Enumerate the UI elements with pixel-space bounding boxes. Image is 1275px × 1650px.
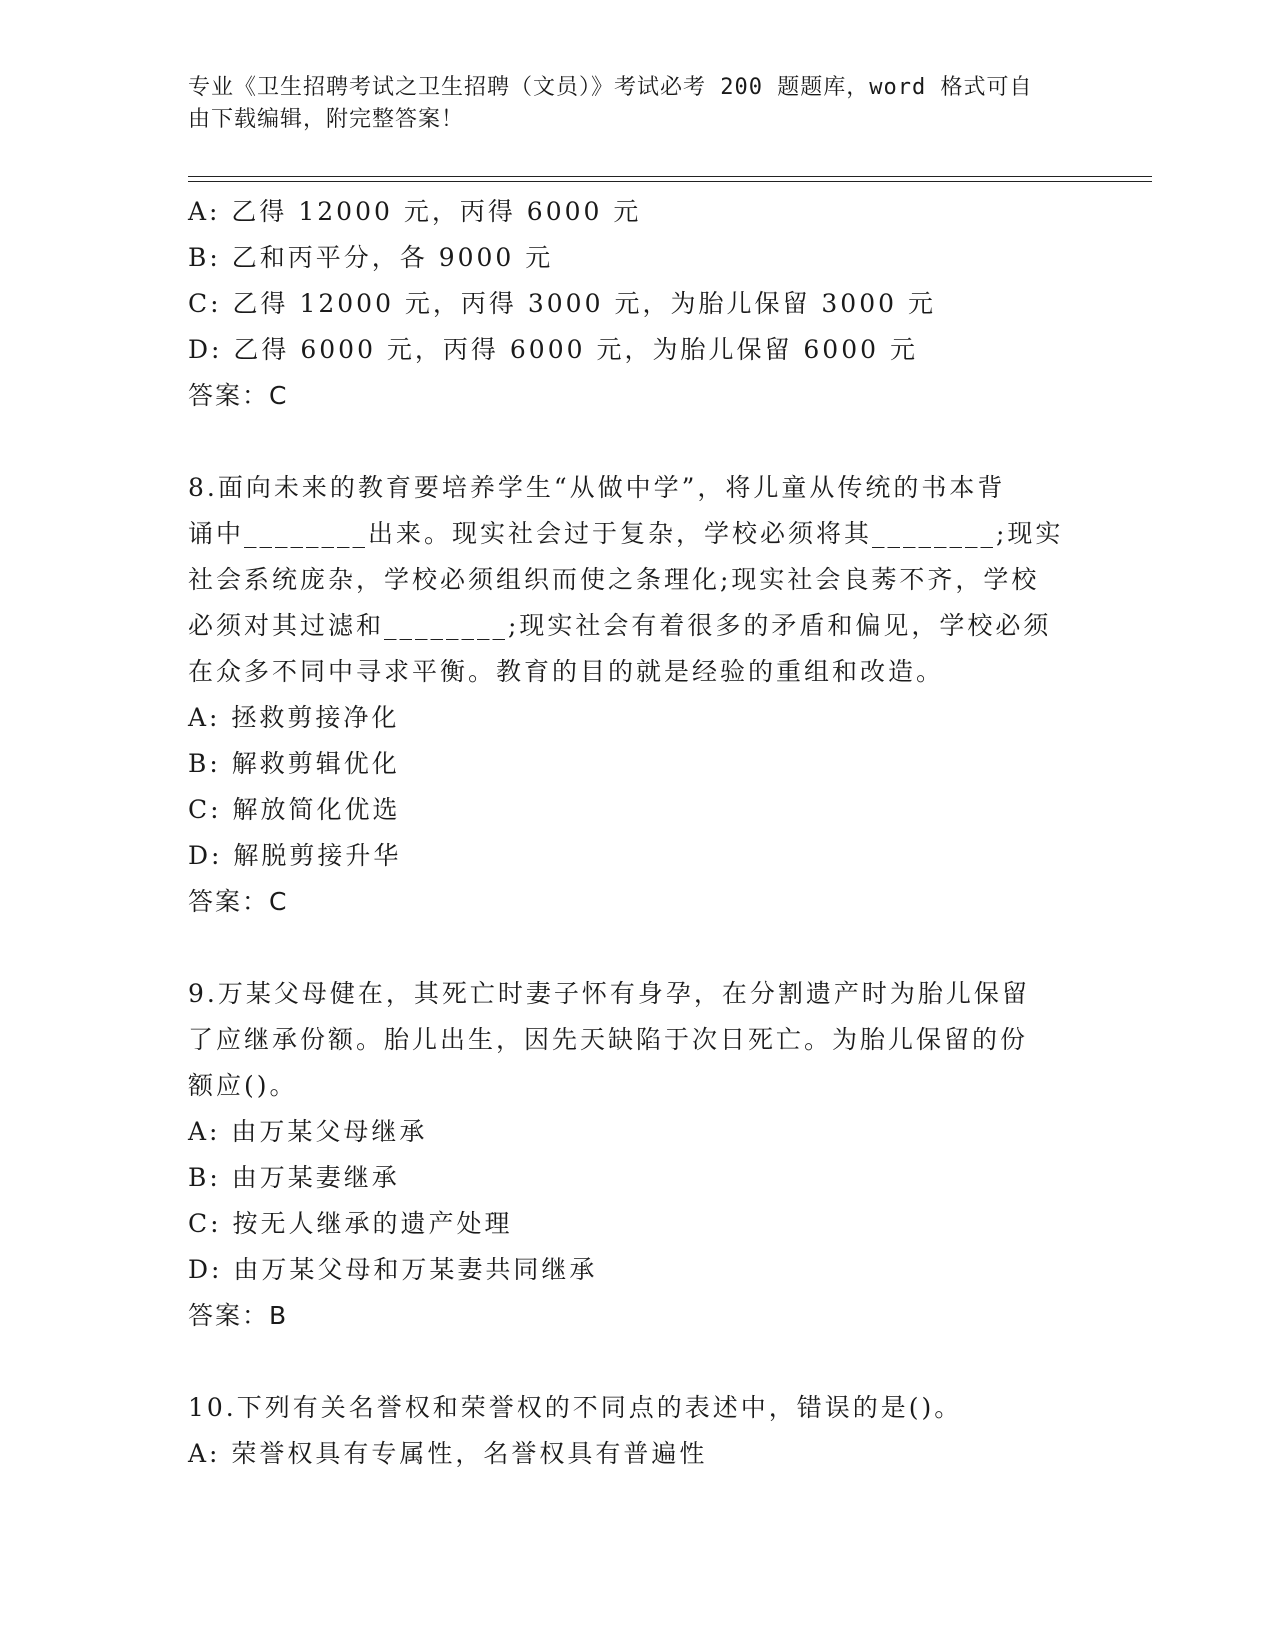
spacer <box>188 1339 1088 1385</box>
question-9 <box>188 971 1088 1339</box>
option-a: A: 乙得 12000 元，丙得 6000 元 <box>188 197 642 226</box>
option-b: B: 由万某妻继承 <box>188 1163 400 1192</box>
question-stem-line: 8.面向未来的教育要培养学生“从做中学”，将儿童从传统的书本背 <box>188 473 1006 502</box>
question-stem-line: 必须对其过滤和________;现实社会有着很多的矛盾和偏见，学校必须 <box>188 611 1052 640</box>
option-c: C: 解放简化优选 <box>188 795 401 824</box>
option-d: D: 乙得 6000 元，丙得 6000 元，为胎儿保留 6000 元 <box>188 335 918 364</box>
document-body <box>188 189 1088 1477</box>
spacer <box>188 925 1088 971</box>
answer-line: 答案：B <box>188 1301 289 1330</box>
header-rule-thick <box>188 176 1152 177</box>
option-d: D: 由万某父母和万某妻共同继承 <box>188 1255 598 1284</box>
option-a: A: 由万某父母继承 <box>188 1117 428 1146</box>
question-stem-line: 了应继承份额。胎儿出生，因先天缺陷于次日死亡。为胎儿保留的份 <box>188 1025 1029 1054</box>
question-stem-line: 诵中________出来。现实社会过于复杂，学校必须将其________;现实 <box>188 519 1064 548</box>
option-b: B: 解救剪辑优化 <box>188 749 400 778</box>
header-line-2: 由下载编辑，附完整答案！ <box>188 107 465 132</box>
question-stem-line: 9.万某父母健在，其死亡时妻子怀有身孕，在分割遗产时为胎儿保留 <box>188 979 1030 1008</box>
answer-line: 答案：C <box>188 381 289 410</box>
option-a: A: 拯救剪接净化 <box>188 703 400 732</box>
option-c: C: 按无人继承的遗产处理 <box>188 1209 513 1238</box>
question-stem-line: 在众多不同中寻求平衡。教育的目的就是经验的重组和改造。 <box>188 657 945 686</box>
question-10 <box>188 1385 1088 1477</box>
question-7 <box>188 189 1088 419</box>
spacer <box>188 419 1088 465</box>
header-line-1: 专业《卫生招聘考试之卫生招聘（文员）》考试必考 200 题题库，word 格式可自 <box>188 75 1033 100</box>
question-stem-line: 社会系统庞杂，学校必须组织而使之条理化;现实社会良莠不齐，学校 <box>188 565 1040 594</box>
header-rule-thin <box>188 181 1152 182</box>
page-header <box>188 72 1088 136</box>
question-stem-line: 额应()。 <box>188 1071 298 1100</box>
question-stem-line: 10.下列有关名誉权和荣誉权的不同点的表述中，错误的是()。 <box>188 1393 963 1422</box>
option-c: C: 乙得 12000 元，丙得 3000 元，为胎儿保留 3000 元 <box>188 289 936 318</box>
option-a: A: 荣誉权具有专属性，名誉权具有普遍性 <box>188 1439 708 1468</box>
option-b: B: 乙和丙平分，各 9000 元 <box>188 243 554 272</box>
answer-line: 答案：C <box>188 887 289 916</box>
option-d: D: 解脱剪接升华 <box>188 841 402 870</box>
question-8 <box>188 465 1088 925</box>
